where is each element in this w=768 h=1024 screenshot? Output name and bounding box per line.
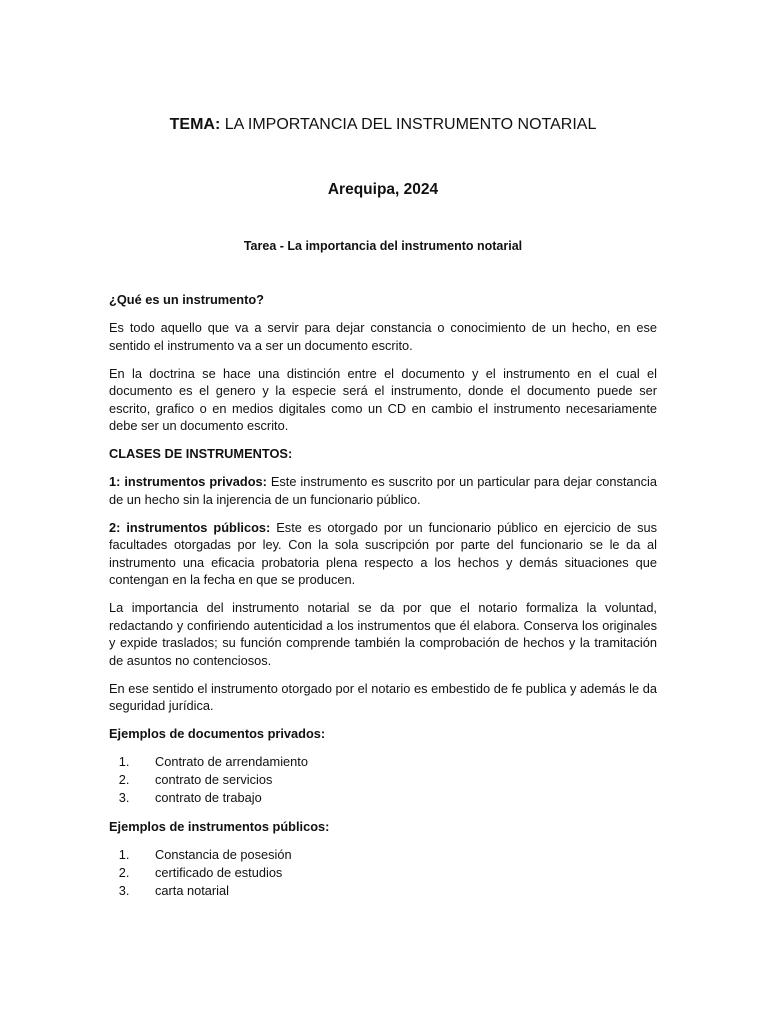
list-item: 2. certificado de estudios [133,864,657,882]
paragraph-doctrine: En la doctrina se hace una distinción entre el documento y el instrumento en el cual el documento es el genero y la especie será el instrumento, donde el documento puede ser escrito, grafico o en medios digitales como un CD en cambio el instrumento necesariamente debe ser un documento escrito. [109,365,657,433]
classes-heading: CLASES DE INSTRUMENTOS: [109,446,293,461]
paragraph-definition: Es todo aquello que va a servir para dejar constancia o conocimiento de un hecho, en ese sentido el instrumento va a ser un documento escrito. [109,320,657,353]
list-item: 3. carta notarial [133,882,657,900]
list-item: 1. Contrato de arrendamiento [133,753,657,771]
list-item: 3. contrato de trabajo [133,789,657,807]
paragraph-importance: La importancia del instrumento notarial se da por que el notario formaliza la voluntad, redactando y confiriendo autenticidad a los instrumentos que él elabora. Conserva los originales y expide traslados; su función comprende también la comprobación de hechos y la tramitación de asuntos no contenciosos. [109,600,657,668]
list-item: 1. Constancia de posesión [133,846,657,864]
private-examples-heading: Ejemplos de documentos privados: [109,726,326,741]
private-examples-list [109,753,657,807]
question-heading: ¿Qué es un instrumento? [109,292,264,307]
page-title [109,115,657,135]
public-examples-list [109,846,657,900]
list-item: 2. contrato de servicios [133,771,657,789]
private-label: 1: instrumentos privados: [109,474,267,489]
paragraph-public-instruments [109,519,657,589]
public-text: Este es otorgado por un funcionario público en ejercicio de sus facultades otorgadas por ley. Con la sola suscripción por parte del funcionario se le da al instrumento una eficacia probatoria plena respecto a los hechos y demás situaciones que contengan en la fecha en que se producen. [109,519,657,587]
paragraph-private-instruments [109,473,657,508]
public-label: 2: instrumentos públicos: [109,519,271,535]
document-body [109,291,657,910]
title-text: LA IMPORTANCIA DEL INSTRUMENTO NOTARIAL [224,116,597,133]
title-label: TEMA: [169,116,221,133]
paragraph-public-faith: En ese sentido el instrumento otorgado por el notario es embestido de fe publica y además le da seguridad jurídica. [109,680,657,713]
city-year: Arequipa, 2024 [327,181,439,198]
task-title: Tarea - La importancia del instrumento notarial [243,239,523,253]
public-examples-heading: Ejemplos de instrumentos públicos: [109,818,330,834]
private-text: Este instrumento es suscrito por un particular para dejar constancia de un hecho sin la injerencia de un funcionario público. [109,474,657,507]
